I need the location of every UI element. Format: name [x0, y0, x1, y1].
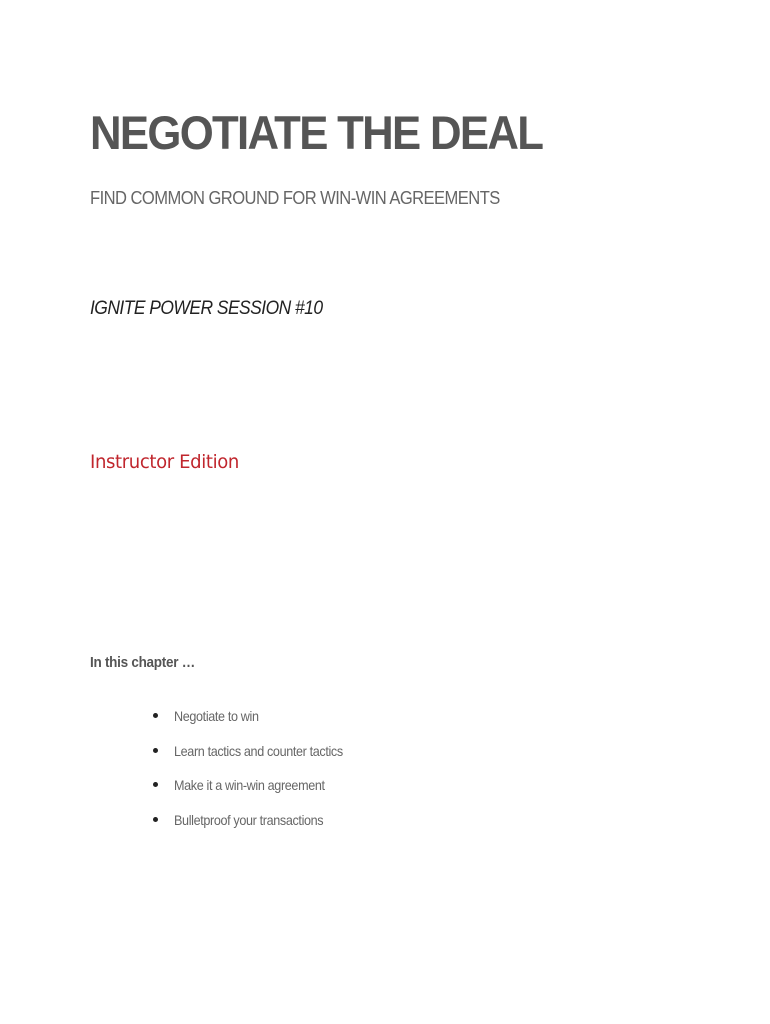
chapter-list: [0, 706, 500, 844]
bullet-icon: [153, 782, 158, 787]
list-item-text: Negotiate to win: [174, 708, 259, 724]
edition-label: Instructor Edition: [90, 451, 239, 473]
list-item-text: Make it a win-win agreement: [174, 777, 325, 793]
document-subtitle: FIND COMMON GROUND FOR WIN-WIN AGREEMENTS: [90, 188, 500, 208]
list-item: [0, 741, 500, 776]
bullet-icon: [153, 713, 158, 718]
document-title: NEGOTIATE THE DEAL: [90, 106, 543, 159]
bullet-icon: [153, 748, 158, 753]
list-item: [0, 810, 500, 845]
list-item: [0, 775, 500, 810]
list-item: [0, 706, 500, 741]
chapter-heading: In this chapter …: [90, 654, 195, 671]
list-item-text: Bulletproof your transactions: [174, 811, 324, 828]
bullet-icon: [153, 817, 158, 822]
list-item-text: Learn tactics and counter tactics: [174, 742, 343, 759]
session-label: IGNITE POWER SESSION #10: [90, 298, 323, 319]
